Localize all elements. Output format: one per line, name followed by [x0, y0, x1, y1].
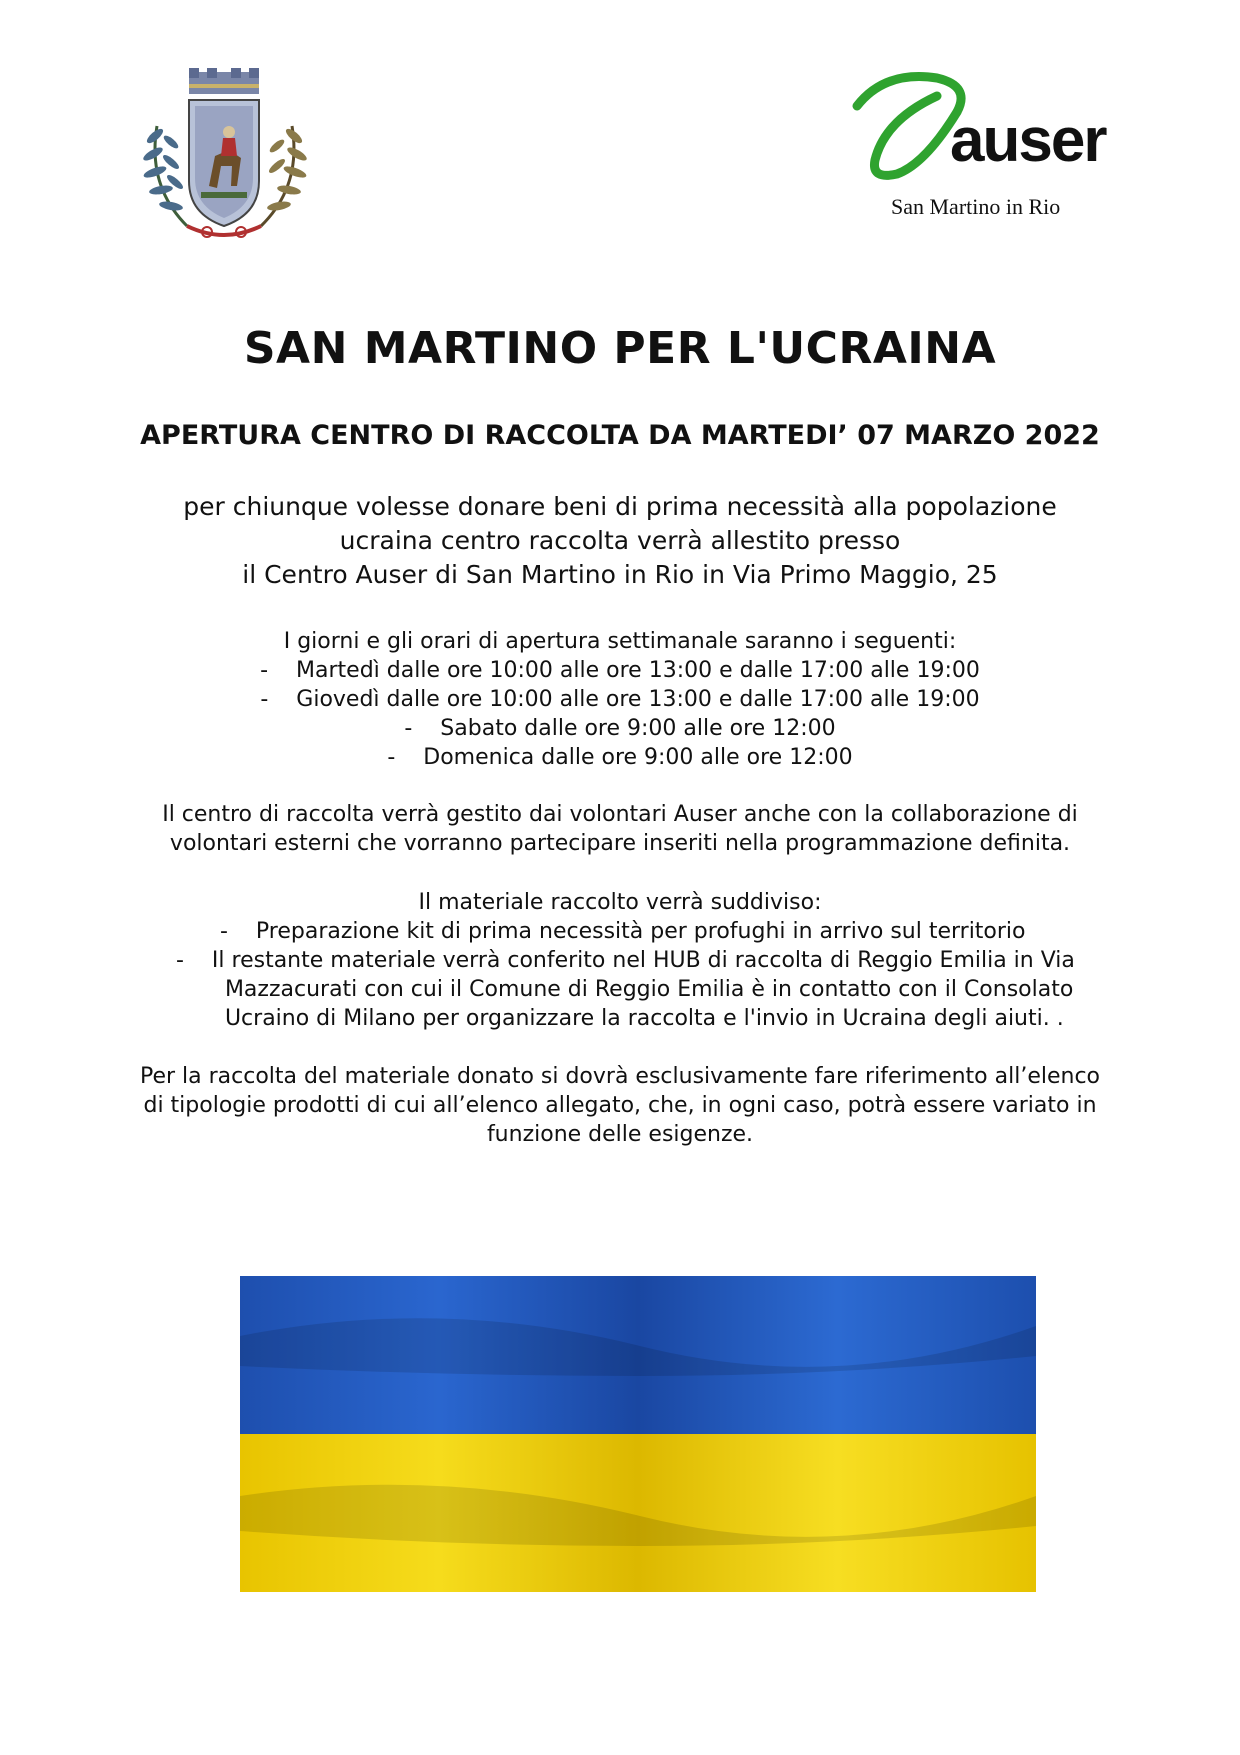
opening-hours-item: - Giovedì dalle ore 10:00 alle ore 13:00 e dalle 17:00 alle 19:00 — [260, 687, 980, 712]
material-item: Ucraino di Milano per organizzare la raccolta e l'invio in Ucraina degli aiuti. . — [176, 1006, 1064, 1031]
material-item: - Il restante materiale verrà conferito nel HUB di raccolta di Reggio Emilia in Via — [176, 948, 1075, 973]
volunteers-paragraph — [0, 800, 1240, 858]
guidance-line: Per la raccolta del materiale donato si dovrà esclusivamente fare riferimento all’elenco — [139, 1064, 1101, 1089]
guidance-paragraph — [0, 1062, 1240, 1149]
municipal-crest-logo — [137, 66, 312, 246]
intro-line: per chiunque volesse donare beni di prima necessità alla popolazione — [183, 492, 1057, 521]
material-item: - Preparazione kit di prima necessità per profughi in arrivo sul territorio — [220, 919, 1026, 944]
opening-hours-section — [0, 627, 1240, 772]
material-heading: Il materiale raccolto verrà suddiviso: — [418, 890, 822, 915]
material-section — [0, 888, 1240, 1033]
opening-hours-heading: I giorni e gli orari di apertura settimanale saranno i seguenti: — [283, 629, 957, 654]
opening-hours-item: - Martedì dalle ore 10:00 alle ore 13:00 e dalle 17:00 alle 19:00 — [260, 658, 980, 683]
intro-line: ucraina centro raccolta verrà allestito presso — [339, 526, 901, 555]
ukraine-flag-image — [240, 1276, 1036, 1592]
page-subtitle: APERTURA CENTRO DI RACCOLTA DA MARTEDI’ 07 MARZO 2022 — [140, 420, 1100, 451]
guidance-line: di tipologie prodotti di cui all’elenco allegato, che, in ogni caso, potrà essere variato in — [143, 1093, 1097, 1118]
guidance-line: funzione delle esigenze. — [486, 1122, 754, 1147]
intro-paragraph — [0, 490, 1240, 592]
opening-hours-item: - Sabato dalle ore 9:00 alle ore 12:00 — [404, 716, 836, 741]
material-item: Mazzacurati con cui il Comune di Reggio Emilia è in contatto con il Consolato — [176, 977, 1074, 1002]
volunteers-line: volontari esterni che vorranno partecipare inseriti nella programmazione definita. — [169, 831, 1071, 856]
auser-location-subtitle: San Martino in Rio — [891, 194, 1061, 219]
page-title: SAN MARTINO PER L'UCRAINA — [243, 323, 997, 374]
opening-hours-item: - Domenica dalle ore 9:00 alle ore 12:00 — [387, 745, 853, 770]
material-list — [176, 917, 1100, 1033]
auser-logo — [845, 70, 1115, 230]
intro-line: il Centro Auser di San Martino in Rio in Via Primo Maggio, 25 — [242, 560, 998, 589]
auser-wordmark: auser — [950, 106, 1106, 175]
volunteers-line: Il centro di raccolta verrà gestito dai volontari Auser anche con la collaborazione di — [162, 802, 1078, 827]
